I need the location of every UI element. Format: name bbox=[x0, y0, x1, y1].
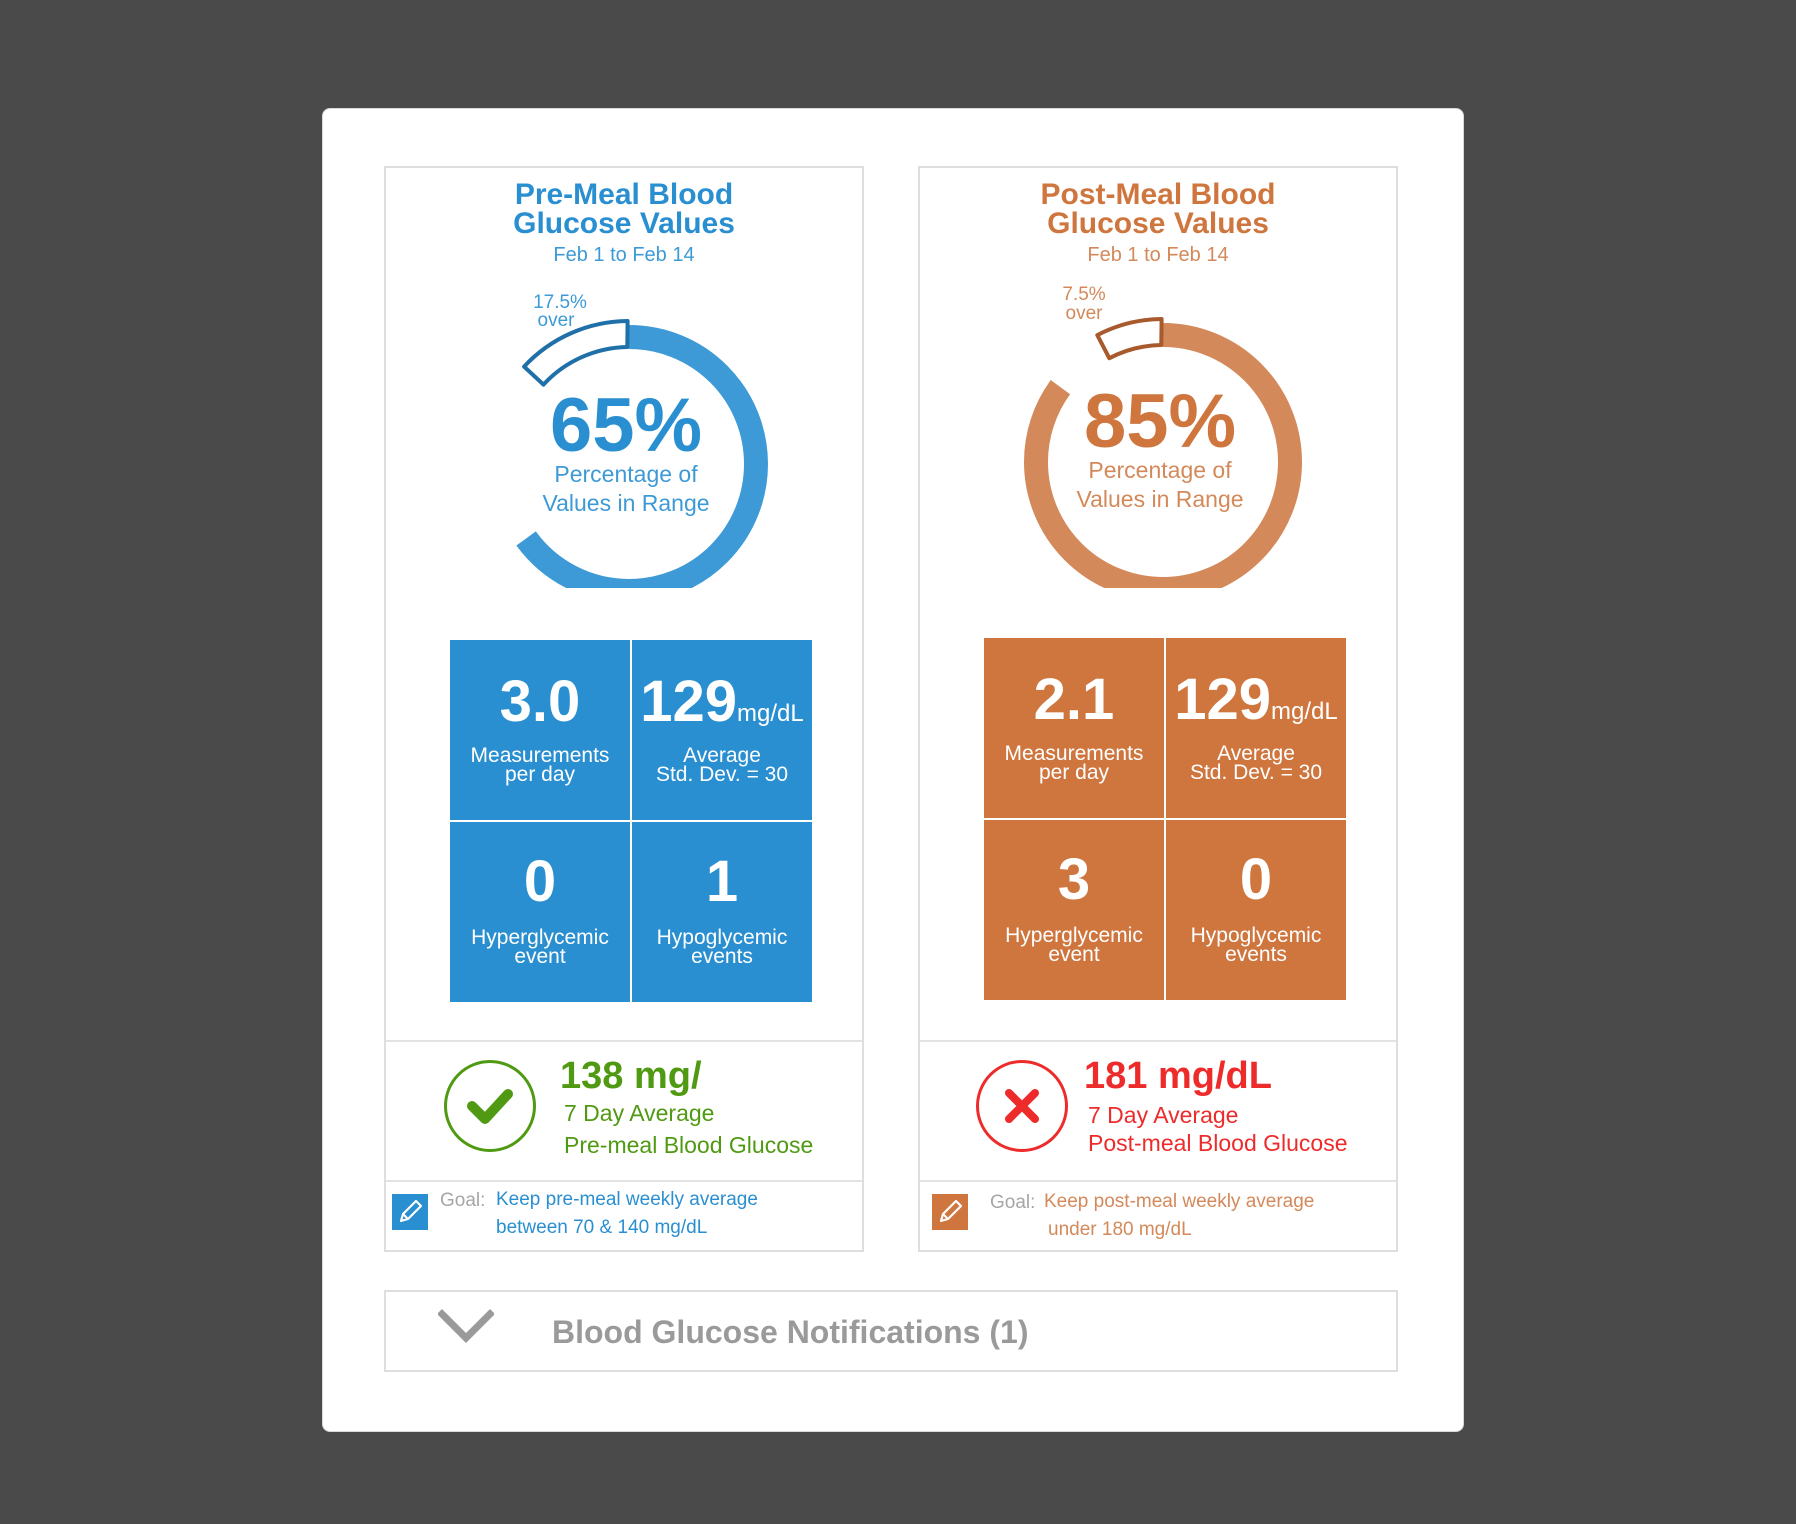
tile-value: 0 bbox=[1239, 847, 1273, 912]
pre-meal-average-tile bbox=[632, 640, 812, 820]
post-meal-percent: 85% bbox=[1083, 379, 1237, 464]
post-meal-over-pct: 7.5% bbox=[1062, 284, 1106, 305]
tile-value: 3 bbox=[1057, 847, 1091, 912]
pencil-icon[interactable] bbox=[932, 1194, 968, 1230]
post-meal-percent-label-line2: Values in Range bbox=[1076, 486, 1244, 512]
pre-meal-percent: 65% bbox=[549, 383, 703, 468]
close-icon bbox=[976, 1060, 1068, 1152]
tile-label: Hyperglycemic bbox=[1005, 924, 1143, 947]
post-meal-title-line2: Glucose Values bbox=[1047, 207, 1269, 240]
tile-label: Average bbox=[683, 744, 761, 767]
post-meal-over-arc bbox=[1097, 319, 1161, 358]
post-meal-goal-line1: Keep post-meal weekly average bbox=[1044, 1191, 1315, 1212]
tile-value: 2.1 bbox=[1033, 667, 1115, 732]
check-icon bbox=[444, 1060, 536, 1152]
post-meal-hypo-tile bbox=[1166, 820, 1346, 1000]
post-meal-avg-label: 7 Day Average bbox=[1088, 1102, 1239, 1128]
post-meal-percent-label bbox=[1010, 456, 1310, 514]
pre-meal-measurements-tile bbox=[450, 640, 630, 820]
tile-label: event bbox=[514, 945, 566, 968]
post-meal-title-line1: Post-Meal Blood bbox=[1040, 178, 1276, 211]
post-meal-avg-label: Post-meal Blood Glucose bbox=[1088, 1130, 1348, 1156]
tile-label: Hypoglycemic bbox=[656, 926, 788, 949]
pre-meal-percent-label-line1: Percentage of bbox=[554, 461, 698, 487]
pre-meal-title-line1: Pre-Meal Blood bbox=[514, 178, 734, 211]
post-meal-panel bbox=[918, 166, 1398, 1252]
pre-meal-avg-label: 7 Day Average bbox=[564, 1100, 715, 1126]
divider bbox=[920, 1040, 1396, 1042]
post-meal-date-range: Feb 1 to Feb 14 bbox=[1087, 244, 1229, 266]
pre-meal-over-pct: 17.5% bbox=[533, 292, 587, 313]
tile-label: Measurements bbox=[470, 744, 610, 767]
tile-label: Measurements bbox=[1004, 742, 1144, 765]
tile-value: 129 bbox=[640, 669, 738, 734]
tile-label: Hyperglycemic bbox=[471, 926, 609, 949]
pre-meal-percent-label bbox=[476, 460, 776, 518]
tile-label: events bbox=[1225, 943, 1287, 966]
pre-meal-hyper-tile bbox=[450, 822, 630, 1002]
post-meal-over-word: over bbox=[1065, 303, 1103, 324]
goal-key: Goal: bbox=[440, 1190, 486, 1211]
notifications-toggle[interactable] bbox=[384, 1290, 1398, 1372]
tile-label: Hypoglycemic bbox=[1190, 924, 1322, 947]
tile-value: 0 bbox=[523, 849, 557, 914]
goal-key: Goal: bbox=[990, 1192, 1036, 1213]
pre-meal-over-word: over bbox=[537, 310, 575, 331]
divider bbox=[920, 1180, 1396, 1182]
pre-meal-hypo-tile bbox=[632, 822, 812, 1002]
tile-unit: mg/dL bbox=[1271, 698, 1338, 725]
pre-meal-panel bbox=[384, 166, 864, 1252]
tile-label: per day bbox=[1038, 761, 1110, 784]
pre-meal-goal-line2: between 70 & 140 mg/dL bbox=[496, 1217, 708, 1238]
tile-label: events bbox=[691, 945, 753, 968]
post-meal-percent-label-line1: Percentage of bbox=[1088, 457, 1232, 483]
post-meal-ring-chart bbox=[920, 168, 1396, 588]
tile-label: event bbox=[1048, 943, 1100, 966]
pre-meal-goal-line1: Keep pre-meal weekly average bbox=[496, 1189, 758, 1210]
tile-value: 1 bbox=[705, 849, 739, 914]
post-meal-avg-value: 181 mg/dL bbox=[1084, 1055, 1272, 1097]
divider bbox=[386, 1180, 862, 1182]
tile-label: per day bbox=[504, 763, 576, 786]
post-meal-measurements-tile bbox=[984, 638, 1164, 818]
tile-label: Average bbox=[1217, 742, 1295, 765]
pre-meal-avg-label: Pre-meal Blood Glucose bbox=[564, 1132, 814, 1158]
pre-meal-avg-value: 138 mg/ bbox=[560, 1055, 702, 1097]
tile-value: 129 bbox=[1174, 667, 1272, 732]
pre-meal-title-line2: Glucose Values bbox=[513, 207, 735, 240]
pencil-icon[interactable] bbox=[392, 1194, 428, 1230]
tile-label: Std. Dev. = 30 bbox=[655, 763, 789, 786]
post-meal-hyper-tile bbox=[984, 820, 1164, 1000]
pre-meal-date-range: Feb 1 to Feb 14 bbox=[553, 244, 695, 266]
chevron-down-icon[interactable] bbox=[438, 1308, 494, 1348]
divider bbox=[386, 1040, 862, 1042]
tile-unit: mg/dL bbox=[737, 700, 804, 727]
tile-value: 3.0 bbox=[499, 669, 581, 734]
pre-meal-percent-label-line2: Values in Range bbox=[542, 490, 710, 516]
notifications-label[interactable]: Blood Glucose Notifications (1) bbox=[552, 1314, 1029, 1350]
post-meal-average-tile bbox=[1166, 638, 1346, 818]
pre-meal-ring-chart bbox=[386, 168, 862, 588]
tile-label: Std. Dev. = 30 bbox=[1189, 761, 1323, 784]
post-meal-goal-line2: under 180 mg/dL bbox=[1048, 1219, 1192, 1240]
